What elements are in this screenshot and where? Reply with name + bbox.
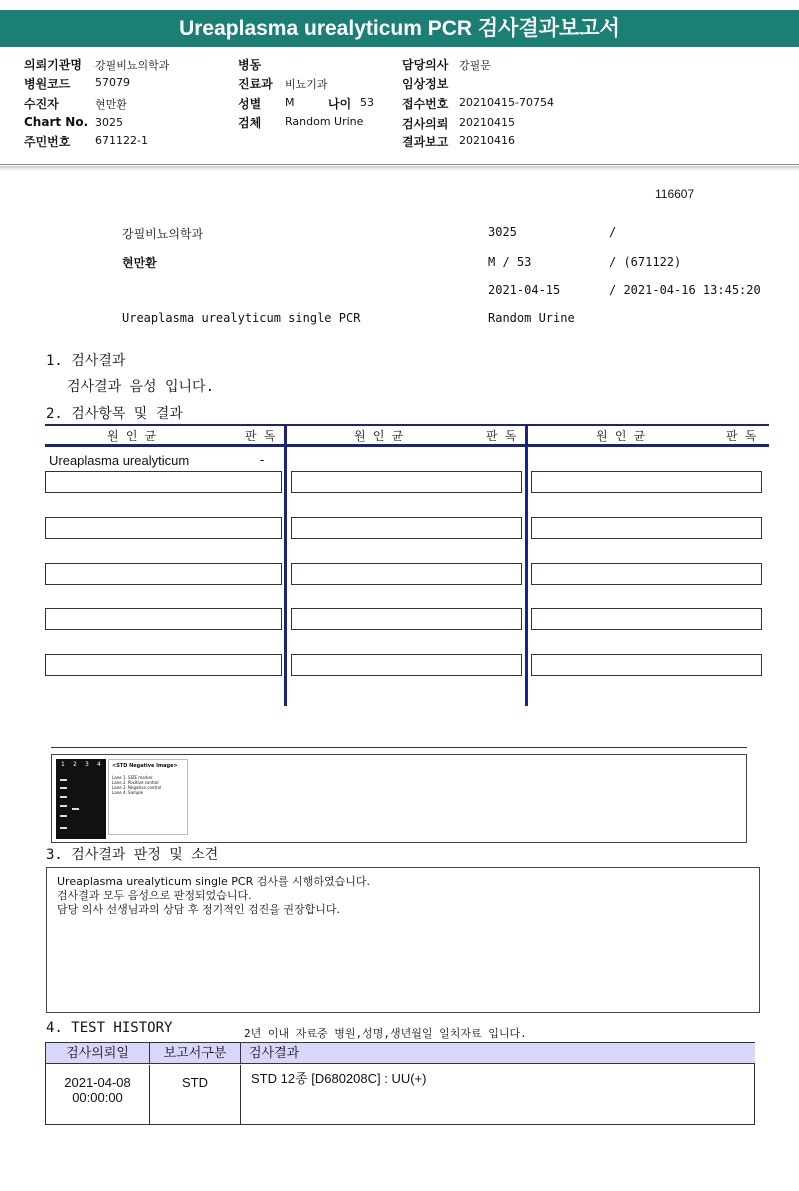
section1-heading: 1. 검사결과 (46, 353, 126, 369)
result-cell (291, 563, 522, 585)
result-cell (531, 517, 762, 539)
patient-label: 수진자 (24, 97, 59, 111)
age-label: 나이 (328, 97, 352, 111)
result-cell (45, 471, 282, 493)
test-history-table (45, 1042, 755, 1125)
gel-divider (51, 747, 747, 748)
lane-number: 4 (97, 761, 101, 768)
pathogen-result: - (260, 452, 265, 467)
summary-request-date: 2021-04-15 (488, 283, 561, 297)
result-cell (531, 654, 762, 676)
summary-sex-age: M / 53 (488, 255, 532, 269)
specimen-label: 검체 (238, 116, 262, 130)
gel-caption-line: Lane 4. Sample (112, 790, 144, 795)
marker-band (60, 796, 67, 798)
id-label: 주민번호 (24, 135, 71, 149)
history-note: 2년 이내 자료중 병원,성명,생년월일 일치자료 입니다. (244, 1027, 527, 1040)
col3-pathogen-header: 원 인 균 (596, 429, 646, 443)
summary-slash: / (609, 225, 617, 239)
gel-caption (108, 759, 188, 835)
marker-band (60, 779, 67, 781)
summary-report-datetime: / 2021-04-16 13:45:20 (609, 283, 761, 297)
report-label: 결과보고 (402, 135, 449, 149)
lane-number: 2 (73, 761, 77, 768)
specimen-value: Random Urine (285, 115, 364, 128)
opinion-box (46, 867, 760, 1013)
gel-electrophoresis-image (56, 759, 106, 839)
receipt-label: 접수번호 (402, 97, 449, 111)
section3-heading: 3. 검사결과 판정 및 소견 (46, 847, 219, 863)
result-cell (291, 471, 522, 493)
result-cell (291, 608, 522, 630)
result-cell (45, 563, 282, 585)
doctor-value: 강필문 (459, 59, 491, 72)
history-col-type: 보고서구분 (150, 1043, 241, 1064)
table-top-rule (45, 424, 769, 426)
gel-caption-line: Lane 1. SIZE marker (112, 775, 153, 780)
history-date-cell (46, 1065, 150, 1125)
history-col-result: 검사결과 (241, 1043, 755, 1064)
report-header (0, 55, 799, 165)
gel-caption-title: <STD Negative Image> (112, 763, 178, 769)
receipt-value: 20210415-70754 (459, 96, 554, 109)
request-label: 검사의뢰 (402, 117, 449, 131)
age-value: 53 (360, 96, 374, 109)
history-date: 2021-04-08 (64, 1075, 131, 1090)
summary-test-name: Ureaplasma urealyticum single PCR (122, 311, 361, 325)
history-time: 00:00:00 (72, 1090, 123, 1105)
gel-caption-line: Lane 2. Positive control (112, 780, 159, 785)
result-cell (531, 608, 762, 630)
doctor-label: 담당의사 (402, 58, 449, 72)
lane-number: 3 (85, 761, 89, 768)
marker-band (60, 815, 67, 817)
marker-band (60, 787, 67, 789)
summary-birth: / (671122) (609, 255, 682, 269)
sex-label: 성별 (238, 97, 262, 111)
col1-judgement-header: 판 독 (245, 429, 276, 443)
table-header-rule (45, 444, 769, 447)
lane-number: 1 (61, 761, 65, 768)
opinion-line: Ureaplasma urealyticum single PCR 검사를 시행하였습니다. (57, 875, 370, 888)
result-cell (291, 517, 522, 539)
code-value: 57079 (95, 76, 130, 89)
result-cell (45, 517, 282, 539)
column-divider-2 (525, 424, 528, 706)
ward-label: 병동 (238, 58, 262, 72)
history-type: STD (150, 1065, 241, 1125)
dept-value: 비뇨기과 (285, 78, 328, 91)
section2-heading: 2. 검사항목 및 결과 (46, 406, 183, 422)
col3-judgement-header: 판 독 (726, 429, 757, 443)
hospital-value: 강필비뇨의학과 (95, 59, 170, 72)
summary-patient: 현만환 (122, 256, 157, 270)
summary-chart: 3025 (488, 225, 517, 239)
hospital-label: 의뢰기관명 (24, 58, 82, 72)
result-cell (45, 608, 282, 630)
report-value: 20210416 (459, 134, 515, 147)
gel-caption-line: Lane 3. Negative control (112, 785, 162, 790)
section1-result: 검사결과 음성 입니다. (67, 379, 215, 395)
code-label: 병원코드 (24, 77, 71, 91)
pathogen-name: Ureaplasma urealyticum (49, 453, 190, 468)
result-cell (531, 471, 762, 493)
result-cell (291, 654, 522, 676)
history-result: STD 12종 [D680208C] : UU(+) (251, 1071, 427, 1086)
marker-band (60, 805, 67, 807)
clinical-label: 임상정보 (402, 77, 449, 91)
chart-label: Chart No. (24, 115, 89, 129)
summary-hospital: 강필비뇨의학과 (122, 227, 204, 241)
doc-number: 116607 (655, 187, 695, 201)
result-cell (45, 654, 282, 676)
col2-judgement-header: 판 독 (486, 429, 517, 443)
dept-label: 진료과 (238, 77, 273, 91)
header-shadow (0, 166, 799, 171)
result-cell (531, 563, 762, 585)
section4-heading: 4. TEST HISTORY (46, 1020, 173, 1036)
col1-pathogen-header: 원 인 균 (107, 429, 157, 443)
patient-value: 현만환 (95, 98, 127, 111)
summary-specimen: Random Urine (488, 311, 575, 325)
report-title: Ureaplasma urealyticum PCR 검사결과보고서 (0, 10, 799, 47)
col2-pathogen-header: 원 인 균 (354, 429, 404, 443)
chart-value: 3025 (95, 116, 123, 129)
sex-value: M (285, 96, 295, 109)
history-col-date: 검사의뢰일 (46, 1043, 150, 1064)
positive-control-band (72, 808, 79, 810)
marker-band (60, 827, 67, 829)
request-value: 20210415 (459, 116, 515, 129)
opinion-line: 검사결과 모두 음성으로 판정되었습니다. (57, 889, 252, 902)
id-value: 671122-1 (95, 134, 148, 147)
opinion-line: 담당 의사 선생님과의 상담 후 정기적인 검진을 권장합니다. (57, 903, 340, 916)
column-divider-1 (284, 424, 287, 706)
gel-image-box (51, 754, 747, 843)
